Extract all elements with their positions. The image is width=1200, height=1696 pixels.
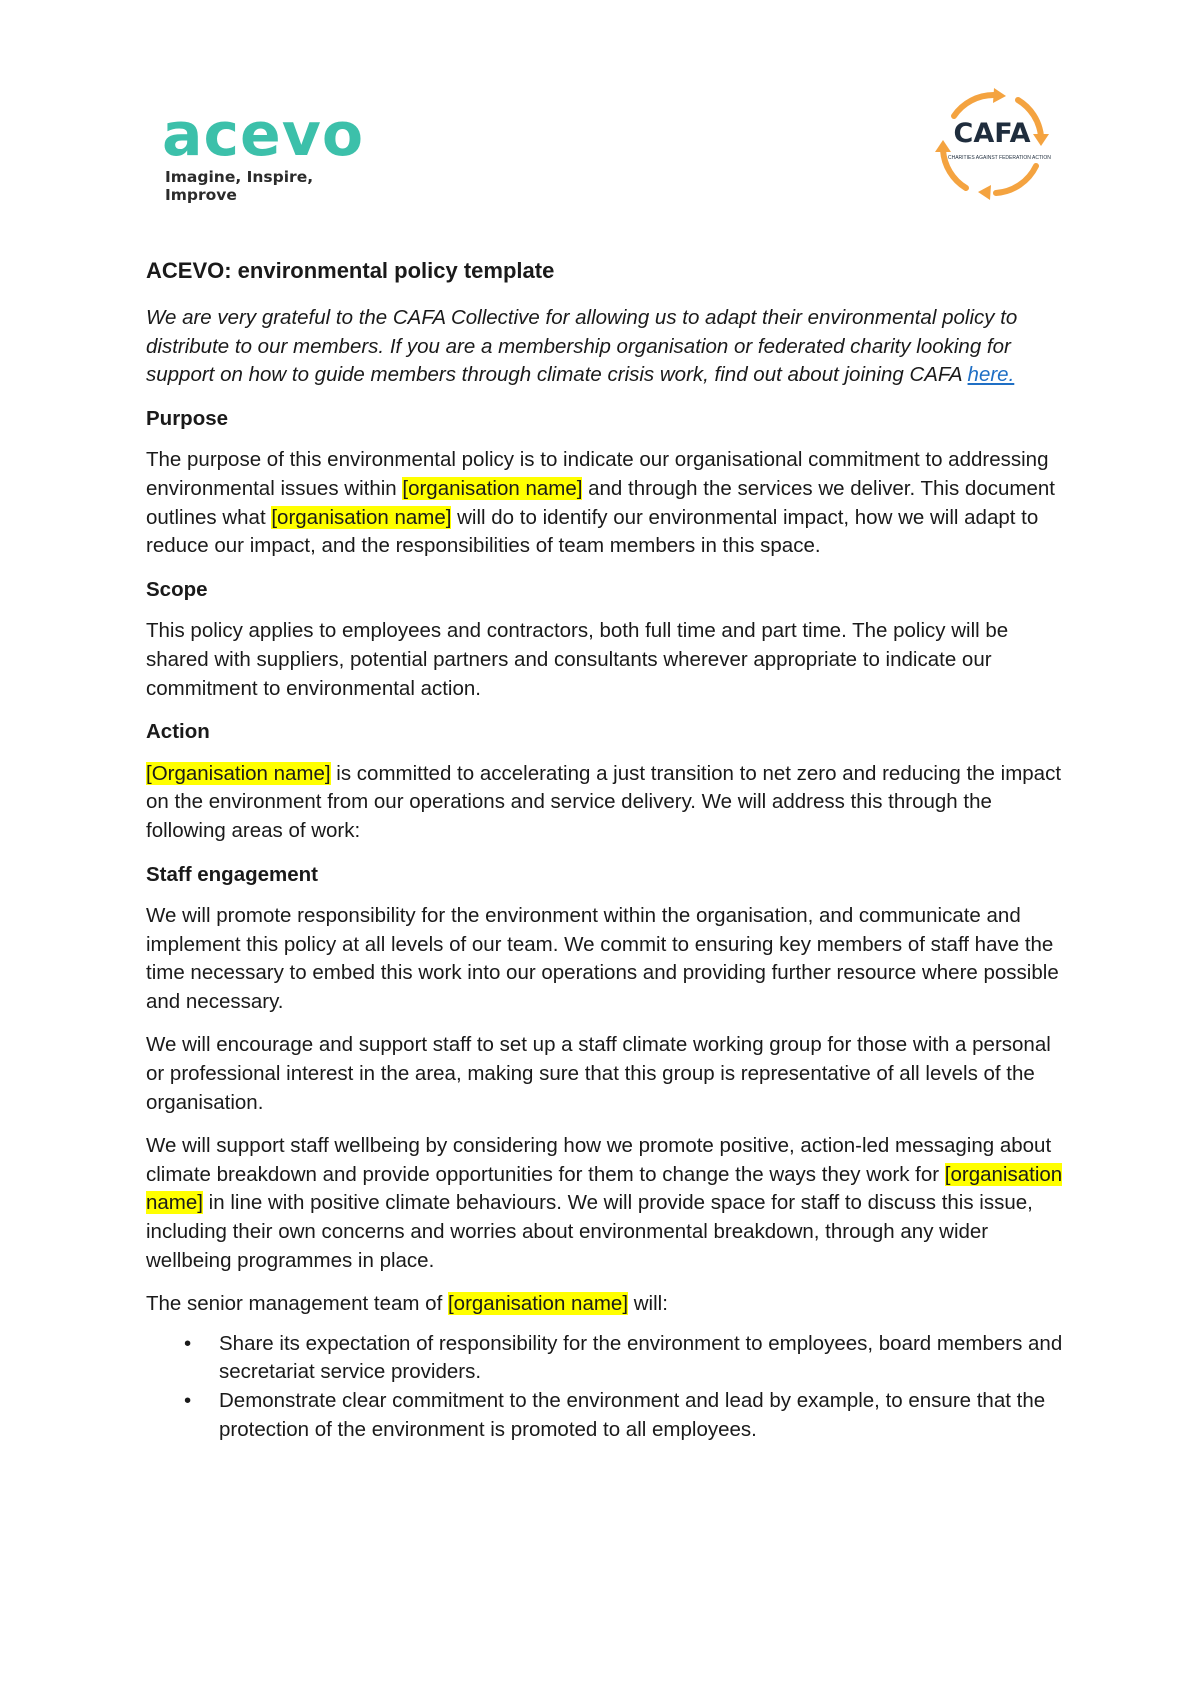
staff-paragraph-1: We will promote responsibility for the environment within the organisation, and communicate and implement this policy at all levels of our team. We commit to ensuring key members of staff have the time necessary to embed this work into our operations and providing further resource where possible and necessary. [146,904,1059,1013]
purpose-text-1: The purpose of this environmental policy is to indicate our organisational commitment to addressing environmental issues within [146,448,1049,500]
scope-heading: Scope [146,577,208,601]
list-item [146,1387,1071,1444]
cafa-logo [932,88,1052,200]
purpose-text-3: will do to identify our environmental impact, how we will adapt to reduce our impact, and the responsibilities of team members in this space. [146,505,1039,558]
staff-p4-text-1: The senior management team of [146,1292,448,1316]
cafa-logo-word: CAFA [953,118,1031,149]
scope-paragraph: This policy applies to employees and contractors, both full time and part time. The policy will be shared with suppliers, potential partners and consultants wherever appropriate to indicate our commitment to environmental action. [146,619,1009,700]
staff-p4-text-2: will: [628,1292,668,1316]
action-text: is committed to accelerating a just transition to net zero and reducing the impact on the environment from our operations and service delivery. We will address this through the following areas of work: [146,761,1062,842]
list-item-text: Share its expectation of responsibility for the environment to employees, board members and secretariat service providers. [219,1331,1063,1384]
staff-paragraph-2: We will encourage and support staff to set up a staff climate working group for those with a personal or professional interest in the area, making sure that this group is representative of all levels of the organisation. [146,1033,1051,1114]
acevo-logo [162,100,382,204]
action-paragraph [146,760,1071,846]
list-item [146,1330,1071,1387]
acevo-logo-word: acevo [162,100,365,170]
staff-p3-text-2: in line with positive climate behaviours. We will provide space for staff to discuss this issue, including their own concerns and worries about environmental breakdown, through any wider wellbeing programmes in place. [146,1191,1033,1272]
staff-p3-text-1: We will support staff wellbeing by considering how we promote positive, action-led messaging about climate breakdown and provide opportunities for them to change the ways they work for [146,1134,1052,1186]
document-body [146,256,1071,1444]
document-title: ACEVO: environmental policy template [146,258,555,283]
purpose-paragraph [146,446,1071,560]
intro-paragraph [146,304,1071,390]
placeholder-highlight: [organisation name] [146,1162,1063,1215]
acevo-logo-tagline: Imagine, Inspire, Improve [165,168,314,204]
staff-paragraph-4 [146,1290,1071,1319]
placeholder-highlight: [organisation name] [447,1292,629,1316]
staff-paragraph-3 [146,1132,1071,1275]
purpose-heading: Purpose [146,406,229,430]
staff-engagement-heading: Staff engagement [146,862,318,886]
purpose-text-2: and through the services we deliver. This document outlines what [146,476,1055,529]
placeholder-highlight: [organisation name] [271,505,452,529]
bullet-icon: • [184,1389,192,1412]
bullet-icon: • [184,1331,192,1355]
placeholder-highlight: [Organisation name] [146,761,331,785]
placeholder-highlight: [organisation name] [402,476,583,500]
list-item-text: Demonstrate clear commitment to the environment and lead by example, to ensure that the protection of the environment is promoted to all employees. [219,1389,1046,1441]
cafa-logo-subtitle: CHARITIES AGAINST FEDERATION ACTION [948,155,1051,161]
senior-management-list [146,1330,1071,1444]
intro-text: We are very grateful to the CAFA Collective for allowing us to adapt their environmental policy to distribute to our members. If you are a membership organisation or federated charity looking for support on how to guide members through climate crisis work, find out about joining CAFA [146,306,1018,387]
action-heading: Action [146,720,210,744]
join-cafa-link[interactable]: here. [967,363,1015,387]
